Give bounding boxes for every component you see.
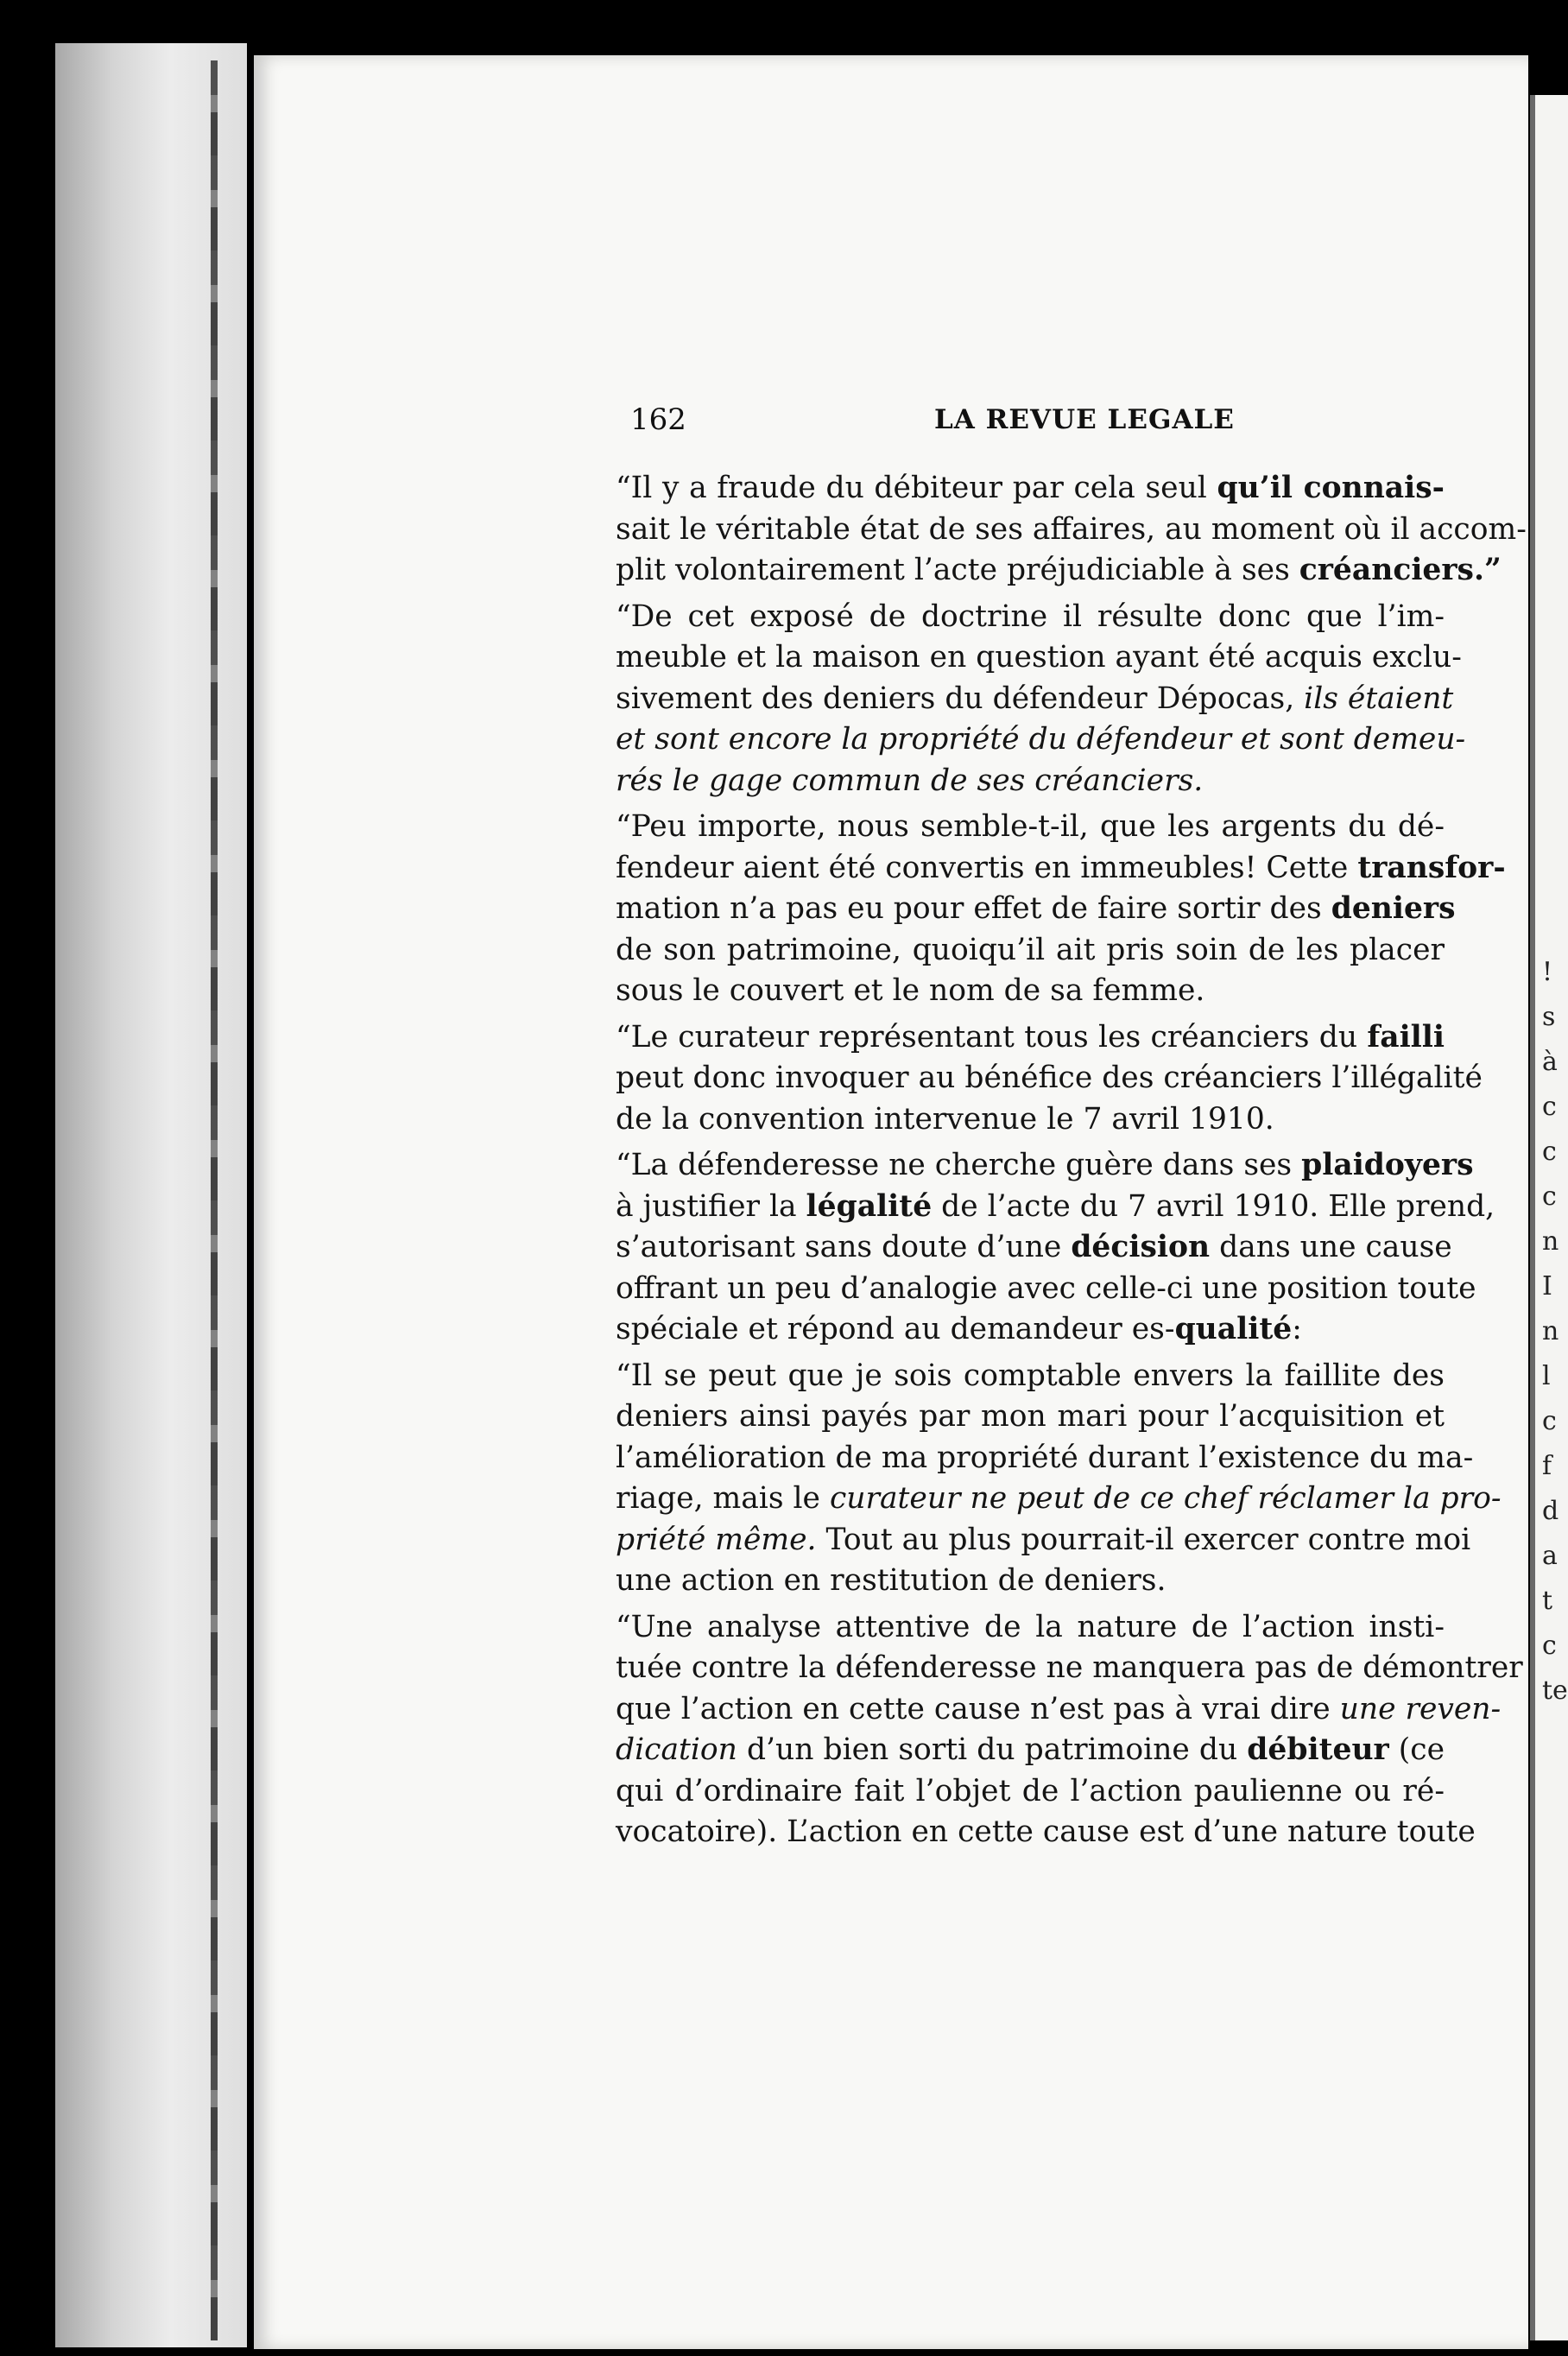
bold-text: qu’il connais- (1217, 471, 1445, 505)
bold-text: failli (1367, 1019, 1445, 1054)
text-line (616, 679, 1454, 720)
text-run: sait le véritable état de ses affaires, au moment où il accom- (616, 511, 1527, 547)
next-page-fragment: n (1542, 1316, 1559, 1346)
text-line (616, 971, 1445, 1012)
text-run: “Il se peut que je sois comptable envers la faillite des (616, 1358, 1445, 1393)
text-line (616, 1438, 1474, 1479)
next-page-fragment: a (1542, 1541, 1558, 1571)
text-run: meuble et la maison en question ayant été acquis exclu- (616, 640, 1462, 674)
next-page-fragment: c (1542, 1137, 1557, 1167)
paragraph (616, 597, 1466, 802)
text-run: sous le couvert et le nom de sa femme. (616, 973, 1205, 1008)
italic-text: priété même. (616, 1522, 817, 1557)
text-line (616, 468, 1445, 510)
previous-page-edge (55, 43, 247, 2347)
text-line (616, 597, 1445, 638)
next-page-fragment: ! (1542, 957, 1553, 987)
text-run: une action en restitution de deniers. (616, 1563, 1167, 1598)
text-line (616, 550, 1502, 592)
text-line (616, 1396, 1445, 1438)
text-run: offrant un peu d’analogie avec celle-ci une position toute (616, 1270, 1476, 1306)
text-line (616, 1099, 1445, 1141)
paragraph (616, 1356, 1502, 1602)
text-run: plit volontairement l’acte préjudiciable à ses (616, 553, 1299, 587)
italic-text: curateur ne peut de ce chef réclamer la pro- (829, 1481, 1502, 1516)
italic-text: et sont encore la propriété du défendeur et sont demeu- (616, 722, 1466, 757)
text-run: peut donc invoquer au bénéfice des créanciers l’illégalité (616, 1061, 1483, 1095)
paragraph (616, 468, 1527, 592)
text-run: de son patrimoine, quoiqu’il ait pris soin de les placer (616, 932, 1445, 967)
text-line (616, 889, 1456, 930)
bold-text: décision (1071, 1230, 1211, 1264)
next-page-fragment: d (1542, 1496, 1559, 1526)
text-run: à justifier la (616, 1188, 806, 1224)
text-run: fendeur aient été convertis en immeubles! Cette (616, 850, 1358, 885)
next-page-fragment: c (1542, 1631, 1557, 1661)
bold-text: qualité (1174, 1312, 1293, 1346)
body-text (616, 468, 1527, 1853)
text-line (616, 1017, 1445, 1059)
text-line (616, 930, 1445, 972)
next-page-text-fragments (1542, 950, 1568, 1713)
bold-text: transfor- (1357, 850, 1506, 885)
text-run: “Il y a fraude du débiteur par cela seul (616, 471, 1217, 505)
text-line (616, 1187, 1495, 1228)
next-page-fragment: l (1542, 1361, 1551, 1391)
text-line (616, 1309, 1445, 1351)
paragraph (616, 1017, 1483, 1141)
text-line (616, 1269, 1476, 1310)
text-line (616, 1520, 1471, 1561)
text-line (616, 1479, 1502, 1520)
text-line (616, 510, 1527, 551)
text-run: “La défenderesse ne cherche guère dans ses (616, 1148, 1302, 1182)
text-line (616, 848, 1506, 890)
text-run: qui d’ordinaire fait l’objet de l’action paulienne ou ré- (616, 1773, 1445, 1808)
italic-text: dication (616, 1732, 737, 1767)
text-run: de l’acte du 7 avril 1910. Elle prend, (932, 1188, 1495, 1224)
bold-text: plaidoyers (1301, 1148, 1474, 1182)
page-number: 162 (630, 402, 686, 437)
next-page-fragment: c (1542, 1406, 1557, 1436)
next-page-fragment: I (1542, 1271, 1552, 1302)
text-line (616, 1561, 1445, 1602)
text-line (616, 1730, 1445, 1771)
text-line (616, 1812, 1476, 1853)
text-run: vocatoire). L’action en cette cause est d’une nature toute (616, 1814, 1476, 1849)
bold-text: deniers (1331, 891, 1456, 926)
text-run: sivement des deniers du défendeur Dépocas, (616, 681, 1305, 716)
bold-text: créanciers.” (1299, 553, 1502, 587)
text-run: d’un bien sorti du patrimoine du (737, 1732, 1248, 1767)
next-page-fragment: f (1542, 1451, 1552, 1481)
binding-shadow (211, 60, 218, 2340)
text-line (616, 1227, 1452, 1269)
next-page-fragment: c (1542, 1181, 1557, 1212)
text-run: (ce (1388, 1732, 1445, 1767)
text-run: spéciale et répond au demandeur es- (616, 1312, 1175, 1346)
running-head: LA REVUE LEGALE (934, 404, 1235, 435)
text-run: “Peu importe, nous semble-t-il, que les argents du dé- (616, 809, 1445, 844)
next-page-fragment: n (1542, 1226, 1559, 1257)
italic-text: ils étaient (1304, 681, 1454, 716)
text-run: tuée contre la défenderesse ne manquera pas de démontrer (616, 1650, 1523, 1685)
next-page-fragment: s (1542, 1002, 1556, 1032)
text-run: Tout au plus pourrait-il exercer contre moi (816, 1522, 1471, 1557)
text-line (616, 807, 1445, 848)
text-line (616, 1607, 1445, 1649)
text-run: de la convention intervenue le 7 avril 1910. (616, 1101, 1274, 1137)
text-line (616, 761, 1445, 802)
text-run: s’autorisant sans doute d’une (616, 1230, 1072, 1264)
text-line (616, 719, 1466, 761)
text-run: l’amélioration de ma propriété durant l’existence du ma- (616, 1440, 1474, 1475)
next-page-fragment: te (1542, 1675, 1568, 1706)
text-run: deniers ainsi payés par mon mari pour l’acquisition et (616, 1399, 1445, 1434)
text-line (616, 1771, 1445, 1813)
paragraph (616, 1145, 1495, 1351)
text-run: “Une analyse attentive de la nature de l’action insti- (616, 1609, 1445, 1644)
next-page-fragment: t (1542, 1586, 1553, 1616)
bold-text: débiteur (1247, 1732, 1389, 1767)
text-run: que l’action en cette cause n’est pas à vrai dire (616, 1691, 1340, 1726)
page-header (630, 402, 1459, 446)
text-line (616, 1356, 1445, 1397)
bold-text: légalité (806, 1188, 933, 1224)
text-line (616, 1648, 1523, 1689)
text-line (616, 1058, 1483, 1099)
text-run: dans une cause (1210, 1230, 1452, 1264)
text-run: “De cet exposé de doctrine il résulte donc que l’im- (616, 598, 1445, 634)
italic-text: une reven- (1339, 1691, 1502, 1726)
text-run: “Le curateur représentant tous les créanciers du (616, 1019, 1368, 1054)
text-line (616, 1145, 1474, 1187)
next-page-fragment: c (1542, 1092, 1557, 1122)
text-run: riage, mais le (616, 1481, 830, 1516)
italic-text: rés le gage commun de ses créanciers. (616, 763, 1204, 798)
paragraph (616, 1607, 1523, 1853)
text-run: mation n’a pas eu pour effet de faire sortir des (616, 891, 1331, 926)
next-page-fragment: à (1542, 1047, 1558, 1077)
paragraph (616, 807, 1506, 1012)
text-line (616, 637, 1462, 679)
text-run: : (1292, 1312, 1302, 1346)
text-line (616, 1689, 1502, 1731)
